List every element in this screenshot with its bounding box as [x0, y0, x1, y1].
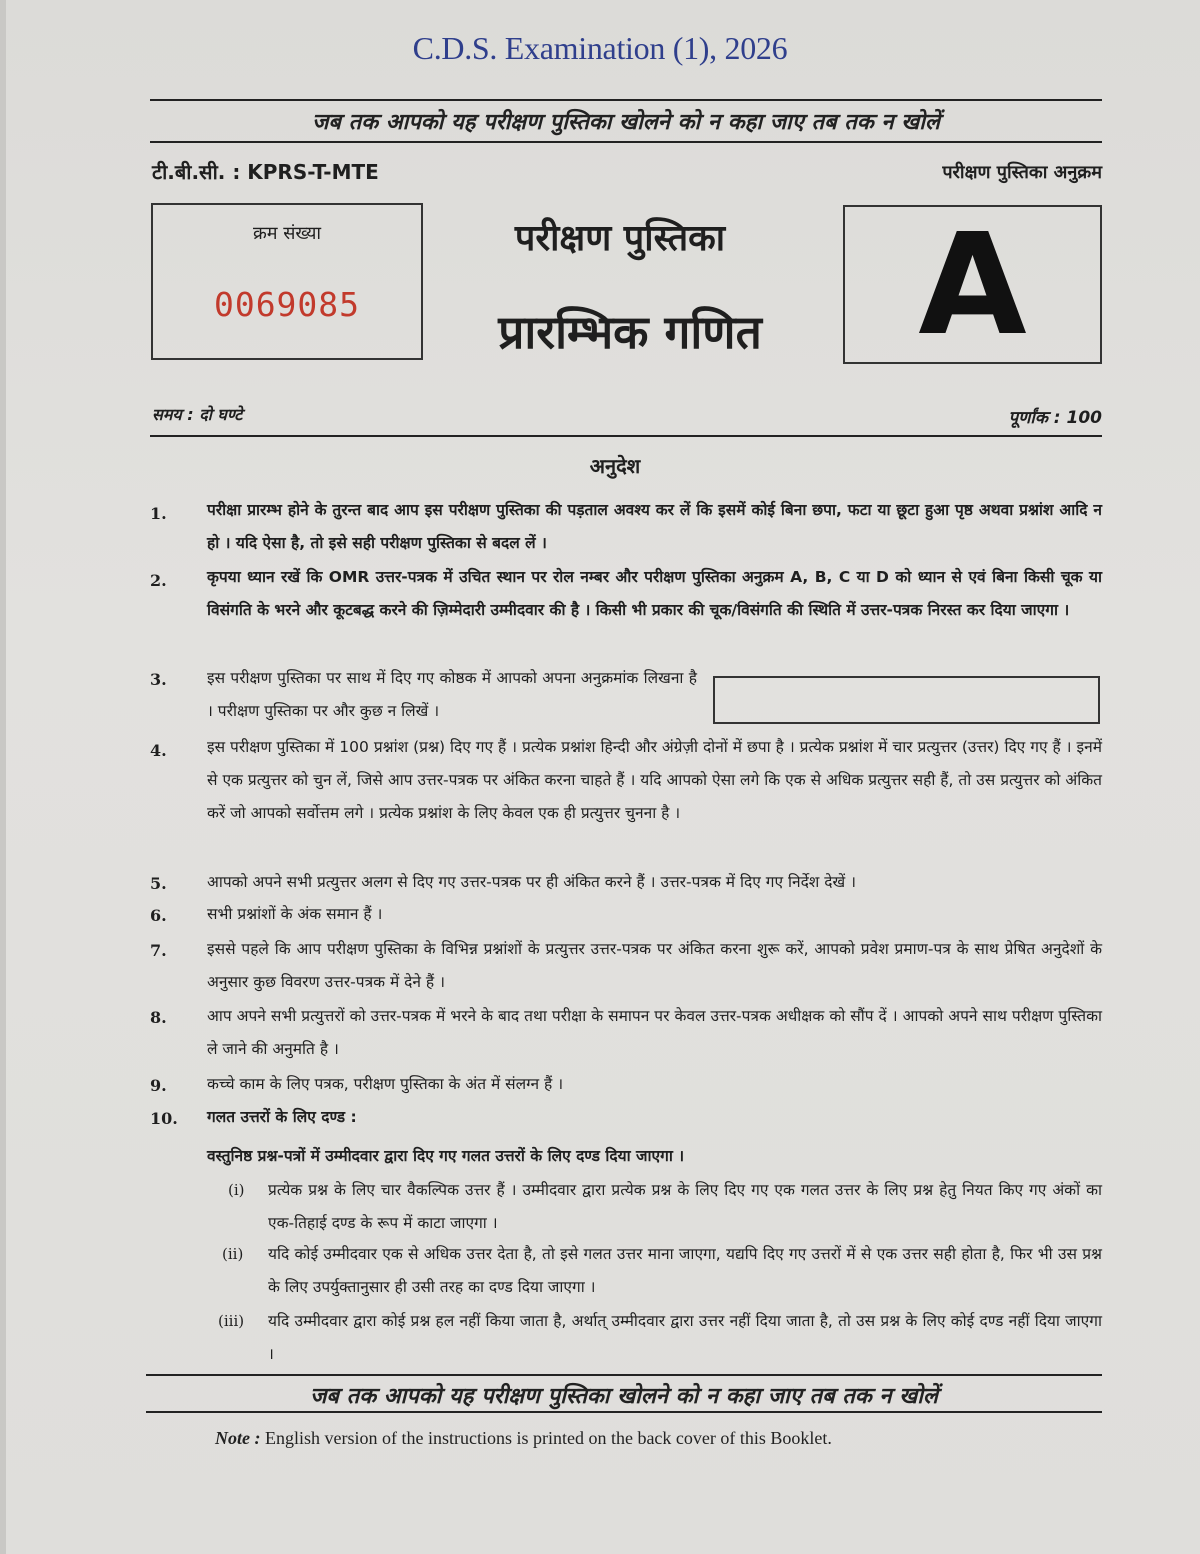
note-label: Note :: [215, 1428, 261, 1448]
instruction-text: आप अपने सभी प्रत्युत्तरों को उत्तर-पत्रक में भरने के बाद तथा परीक्षा के समापन पर केवल उत्तर-पत्रक अधीक्षक को सौंप दें । आपको अपने साथ परीक्षण पुस्तिका ले जाने की अनुमति है ।: [207, 1007, 1102, 1058]
exam-title: C.D.S. Examination (1), 2026: [412, 30, 788, 66]
time-label: समय : दो घण्टे: [152, 405, 243, 424]
series-letter: A: [918, 204, 1027, 367]
penalty-number: (ii): [222, 1245, 244, 1263]
mid-rule: [150, 435, 1102, 437]
series-letter-box: [843, 204, 1102, 367]
subject-title: प्रारम्भिक गणित: [498, 305, 762, 359]
serial-label: क्रम संख्या: [252, 223, 322, 244]
instruction-text: इस परीक्षण पुस्तिका पर साथ में दिए गए कोष्ठक में आपको अपना अनुक्रमांक लिखना है । परीक्षण पुस्तिका पर और कुछ न लिखें ।: [207, 669, 697, 720]
serial-number: 0069085: [213, 285, 361, 324]
instruction-number: 3.: [150, 670, 167, 689]
instruction-number: 7.: [150, 941, 167, 960]
instruction-number: 9.: [150, 1076, 167, 1095]
penalty-text: यदि उम्मीदवार द्वारा कोई प्रश्न हल नहीं किया जाता है, अर्थात् उम्मीदवार द्वारा उत्तर नहीं दिया जाता है, तो उस प्रश्न के लिए कोई दण्ड नहीं दिया जाएगा ।: [268, 1312, 1102, 1363]
warning-rule: [150, 141, 1102, 143]
top-rule: [150, 99, 1102, 101]
instruction-number: 1.: [150, 504, 167, 523]
english-note: [215, 1428, 832, 1449]
warning-top: जब तक आपको यह परीक्षण पुस्तिका खोलने को न कहा जाए तब तक न खोलें: [312, 110, 940, 135]
instruction-number: 10.: [150, 1109, 178, 1128]
penalty-number: (iii): [218, 1312, 245, 1330]
instruction-number: 5.: [150, 874, 167, 893]
instruction-text: सभी प्रश्नांशों के अंक समान हैं ।: [207, 905, 383, 923]
instruction-text: इससे पहले कि आप परीक्षण पुस्तिका के विभिन्न प्रश्नांशों के प्रत्युत्तर उत्तर-पत्रक पर अंकित करना शुरू करें, आपको प्रवेश प्रमाण-पत्र के साथ प्रेषित अनुदेशों के अनुसार कुछ विवरण उत्तर-पत्रक में देने हैं ।: [207, 940, 1102, 991]
penalty-number: (i): [228, 1181, 245, 1199]
note-text: English version of the instructions is printed on the back cover of this Booklet.: [264, 1428, 832, 1448]
instruction-text: कच्चे काम के लिए पत्रक, परीक्षण पुस्तिका के अंत में संलग्न हैं ।: [207, 1075, 564, 1093]
instruction-text: गलत उत्तरों के लिए दण्ड :: [207, 1108, 357, 1126]
instruction-text: परीक्षा प्रारम्भ होने के तुरन्त बाद आप इस परीक्षण पुस्तिका की पड़ताल अवश्य कर लें कि इसमें कोई बिना छपा, फटा या छूटा हुआ पृष्ठ अथवा प्रश्नांश आदि न हो । यदि ऐसा है, तो इसे सही परीक्षण पुस्तिका से बदल लें ।: [207, 501, 1102, 552]
instruction-text: कृपया ध्यान रखें कि OMR उत्तर-पत्रक में उचित स्थान पर रोल नम्बर और परीक्षण पुस्तिका अनुक्रम A, B, C या D को ध्यान से एवं बिना किसी चूक या विसंगति के भरने और कूटबद्ध करने की ज़िम्मेदारी उम्मीदवार की है । किसी भी प्रकार की चूक/विसंगति की स्थिति में उत्तर-पत्रक निरस्त कर दिया जाएगा ।: [207, 568, 1102, 619]
roll-number-box[interactable]: [713, 676, 1100, 724]
instruction-number: 6.: [150, 906, 167, 925]
max-marks-label: पूर्णांक : 100: [1008, 408, 1102, 428]
bottom-rule-top: [146, 1374, 1102, 1376]
penalty-text: प्रत्येक प्रश्न के लिए चार वैकल्पिक उत्तर हैं । उम्मीदवार द्वारा प्रत्येक प्रश्न के लिए दिए गए एक गलत उत्तर के लिए प्रश्न हेतु नियत किए गए अंकों का एक-तिहाई दण्ड के रूप में काटा जाएगा ।: [268, 1181, 1102, 1232]
instruction-number: 8.: [150, 1008, 167, 1027]
warning-bottom: जब तक आपको यह परीक्षण पुस्तिका खोलने को न कहा जाए तब तक न खोलें: [310, 1384, 938, 1409]
series-label: परीक्षण पुस्तिका अनुक्रम: [942, 162, 1102, 183]
instruction-text: आपको अपने सभी प्रत्युत्तर अलग से दिए गए उत्तर-पत्रक पर ही अंकित करने हैं । उत्तर-पत्रक में दिए गए निर्देश देखें ।: [207, 873, 856, 891]
instruction-number: 4.: [150, 741, 167, 760]
tbc-code: टी.बी.सी. : KPRS-T-MTE: [152, 160, 379, 184]
instruction-text: इस परीक्षण पुस्तिका में 100 प्रश्नांश (प्रश्न) दिए गए हैं । प्रत्येक प्रश्नांश हिन्दी और अंग्रेज़ी दोनों में छपा है । प्रत्येक प्रश्नांश में चार प्रत्युत्तर (उत्तर) दिए गए हैं । इनमें से एक प्रत्युत्तर को चुन लें, जिसे आप उत्तर-पत्रक पर अंकित करना चाहते हैं । यदि आपको ऐसा लगे कि एक से अधिक प्रत्युत्तर सही हैं, तो उस प्रत्युत्तर को अंकित करें जो आपको सर्वोत्तम लगे । प्रत्येक प्रश्नांश के लिए केवल एक ही प्रत्युत्तर चुनना है ।: [207, 738, 1102, 822]
booklet-title: परीक्षण पुस्तिका: [514, 218, 726, 259]
penalty-intro: वस्तुनिष्ठ प्रश्न-पत्रों में उम्मीदवार द्वारा दिए गए गलत उत्तरों के लिए दण्ड दिया जाएगा ।: [207, 1147, 685, 1165]
instruction-number: 2.: [150, 571, 167, 590]
instructions-heading: अनुदेश: [589, 454, 641, 478]
bottom-rule: [146, 1411, 1102, 1413]
penalty-text: यदि कोई उम्मीदवार एक से अधिक उत्तर देता है, तो इसे गलत उत्तर माना जाएगा, यद्यपि दिए गए उत्तरों में से एक उत्तर सही होता है, फिर भी उस प्रश्न के लिए उपर्युक्तानुसार ही उसी तरह का दण्ड दिया जाएगा ।: [268, 1245, 1102, 1296]
scan-edge: [0, 0, 6, 1554]
serial-number-box: [151, 203, 423, 360]
